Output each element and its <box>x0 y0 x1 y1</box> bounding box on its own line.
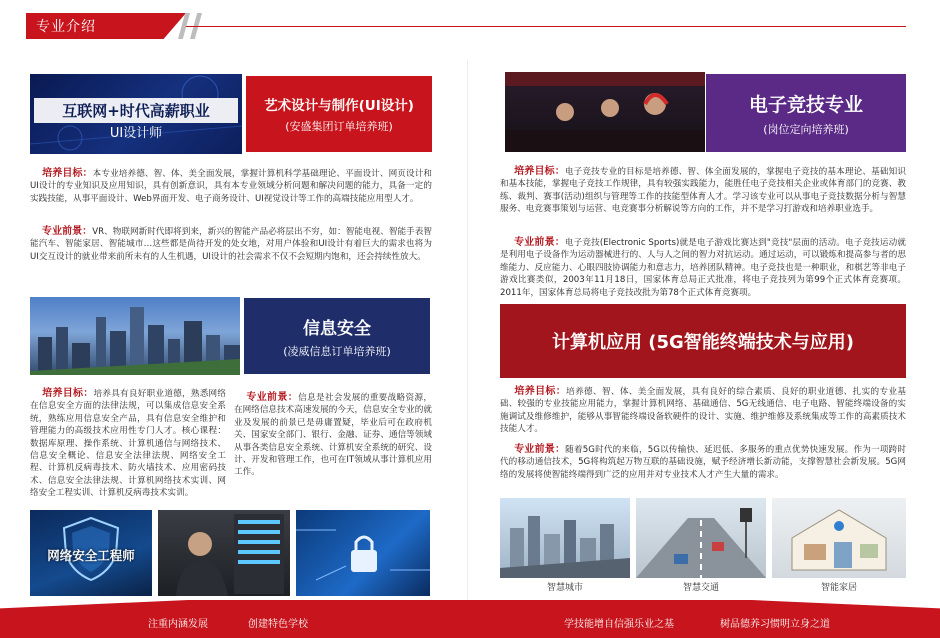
city-skyline-image <box>30 297 240 375</box>
page-gutter <box>467 60 468 600</box>
esports-goal-text: 电子竞技专业的目标是培养德、智、体全面发展的，掌握电子竞技的基本理论、基础知识和基本技能，掌握电子竞技工作规律，具有较强实践能力，能胜任电子竞技相关企业或体育部门的竞赛、教练、裁判、赛事(活动)组织与管理等工作的技能型体育人才。学习该专业可以从事电子竞技数据分析与智慧服务、电竞赛事策划与运营、电竞赛事分析解说等方向的工作，并不是学习打游戏和培养职业选手。 <box>500 167 906 215</box>
ui-image-subtitle: UI设计师 <box>109 126 163 141</box>
ui-goal-label: 培养目标： <box>42 168 93 179</box>
smart-traffic-caption: 智慧交通 <box>682 583 719 593</box>
security-title: 信息安全 <box>303 318 371 339</box>
smart-traffic-graphic <box>636 498 766 578</box>
network-engineer-label: 网络安全工程师 <box>47 548 135 563</box>
lock-icon <box>296 510 430 596</box>
smart-city-caption: 智慧城市 <box>546 583 583 593</box>
smart-home-graphic <box>772 498 906 578</box>
computer-goal-text: 培养德、智、体、美全面发展，具有良好的综合素质、良好的职业道德、扎实的专业基础、较强的专业技能应用能力，掌握计算机网络、基础通信、5G无线通信、电子电路、智能终端设备的实施调试及维修维护，能够从事智能终端设备软硬件的设计、实施、维护维修及系统集成等工作的高素质技术技能人才。 <box>500 387 906 435</box>
security-subtitle: (凌威信息订单培养班) <box>283 344 391 358</box>
esports-title: 电子竞技专业 <box>748 93 863 116</box>
section-title: 专业介绍 <box>36 19 96 35</box>
smart-city-image <box>500 498 630 578</box>
smart-home-caption: 智能家居 <box>820 583 857 593</box>
smart-city-graphic <box>500 498 630 578</box>
footer-slogan-1: 注重内涵发展 <box>148 619 208 630</box>
computer-banner <box>500 304 906 378</box>
computer-future-text: 随着5G时代的来临，5G以传输快、延迟低、多服务的重点优势快速发展。作为一项跨时代的移动通信技术，5G将构筑起万物互联的基础设施，赋予经济增长新动能，支撑智慧社会新发展。5G网络的发展将使智能终端得到广泛的应用并对专业技术人才产生大量的需求。 <box>500 445 906 480</box>
security-future-text: 信息是社会发展的重要战略资源，在网络信息技术高速发展的今天，信息安全专业的就业及发展的前景已是毋庸置疑，毕业后可在政府机关、国家安全部门、银行、金融、证券、通信等领域从事各类信息安全系统、计算机安全系统的研究、设计、开发和管理工作，也可在IT领域从事计算机应用工作。 <box>234 393 432 478</box>
esports-scene-graphic <box>505 72 705 152</box>
smart-traffic-image <box>636 498 766 578</box>
security-goal-label: 培养目标： <box>42 388 94 399</box>
esports-subtitle: (岗位定向培养班) <box>763 122 849 136</box>
footer-slogan-3: 学技能增自信强乐业之基 <box>564 619 674 630</box>
security-future-label: 专业前景： <box>246 392 299 403</box>
smart-home-image <box>772 498 906 578</box>
ui-future-paragraph <box>30 226 432 263</box>
ui-designer-image <box>30 74 242 154</box>
esports-banner <box>706 74 906 152</box>
esports-goal-label: 培养目标： <box>514 166 565 177</box>
computer-future-label: 专业前景： <box>514 444 566 455</box>
server-room-image <box>158 510 290 596</box>
ui-goal-paragraph <box>30 168 432 205</box>
esports-future-text: 电子竞技(Electronic Sports)就是电子游戏比赛达到"竞技"层面的活动。电子竞技运动就是利用电子设备作为运动器械进行的、人与人之间的智力对抗运动。通过运动，可以锻炼和提高参与者的思维能力、反应能力、心眼四肢协调能力和意志力，培养团队精神。电子竞技也是一种职业，和棋艺等非电子游戏比赛类似，2003年11月18日，国家体育总局正式批准，将电子竞技列为第99个正式体育竞赛项。2011年，国家体育总局将电子竞技改批为第78个正式体育竞赛项。 <box>500 238 906 298</box>
section-header <box>0 0 940 48</box>
skyline-graphic <box>30 297 240 375</box>
security-future-paragraph <box>234 392 432 479</box>
circuit-lock-image <box>296 510 430 596</box>
esports-future-label: 专业前景： <box>514 237 565 248</box>
computer-goal-paragraph <box>500 386 906 436</box>
ui-design-banner <box>246 76 432 152</box>
footer-slogan-2: 创建特色学校 <box>248 619 308 630</box>
network-engineer-image <box>30 510 152 596</box>
security-goal-text: 培养具有良好职业道德，熟悉网络在信息安全方面的法律法规，可以集成信息安全系统，熟练应用信息安全产品，具有信息安全维护和管理能力的高级技术应用性专门人才。核心课程：数据库原理、操作系统、计算机通信与网络技术、信息安全概论、信息安全法律法规、网络安全工程、计算机反病毒技术、防火墙技术、应用密码技术、信息安全法律法规、计算机网络技术实训、网络安全工程实训、计算机反病毒技术实训。 <box>30 389 226 499</box>
computer-goal-label: 培养目标： <box>514 386 567 397</box>
computer-title: 计算机应用 (5G智能终端技术与应用) <box>551 332 855 353</box>
computer-future-paragraph <box>500 444 906 481</box>
header-rule <box>186 26 906 27</box>
security-goal-paragraph <box>30 388 226 500</box>
ui-image-title: 互联网+时代高薪职业 <box>34 98 238 123</box>
security-banner <box>244 298 430 374</box>
esports-future-paragraph <box>500 237 906 299</box>
ui-design-subtitle: (安盛集团订单培养班) <box>285 120 393 133</box>
ui-design-title: 艺术设计与制作(UI设计) <box>264 98 414 114</box>
esports-goal-paragraph <box>500 166 906 216</box>
ui-goal-text: 本专业培养德、智、体、美全面发展，掌握计算机科学基础理论、平面设计、网页设计和UI设计的专业知识及应用知识，具有创新意识，具有本专业领域分析问题和解决问题的能力，具备一定的实践技能，从事平面设计、Web界面开发、电子商务设计、UI视觉设计等工作的高端技能应用型人才。 <box>30 169 432 204</box>
server-rack-graphic <box>158 510 290 596</box>
ui-future-label: 专业前景： <box>42 226 93 237</box>
ui-future-text: VR、物联网新时代即将到来，新兴的智能产品必将层出不穷，如：智能电视、智能手表智能汽车、智能家居、智能城市…这些都是尚待开发的处女地，对用户体验和UI设计有着巨大的需求也将为UI交互设计的就业带来前所未有的人生机遇，UI设计的社会需求不仅不会短期内饱和，还会持续性放大。 <box>30 227 432 262</box>
footer-slogan-4: 树品德养习惯明立身之道 <box>720 619 830 630</box>
esports-players-image <box>505 72 705 152</box>
